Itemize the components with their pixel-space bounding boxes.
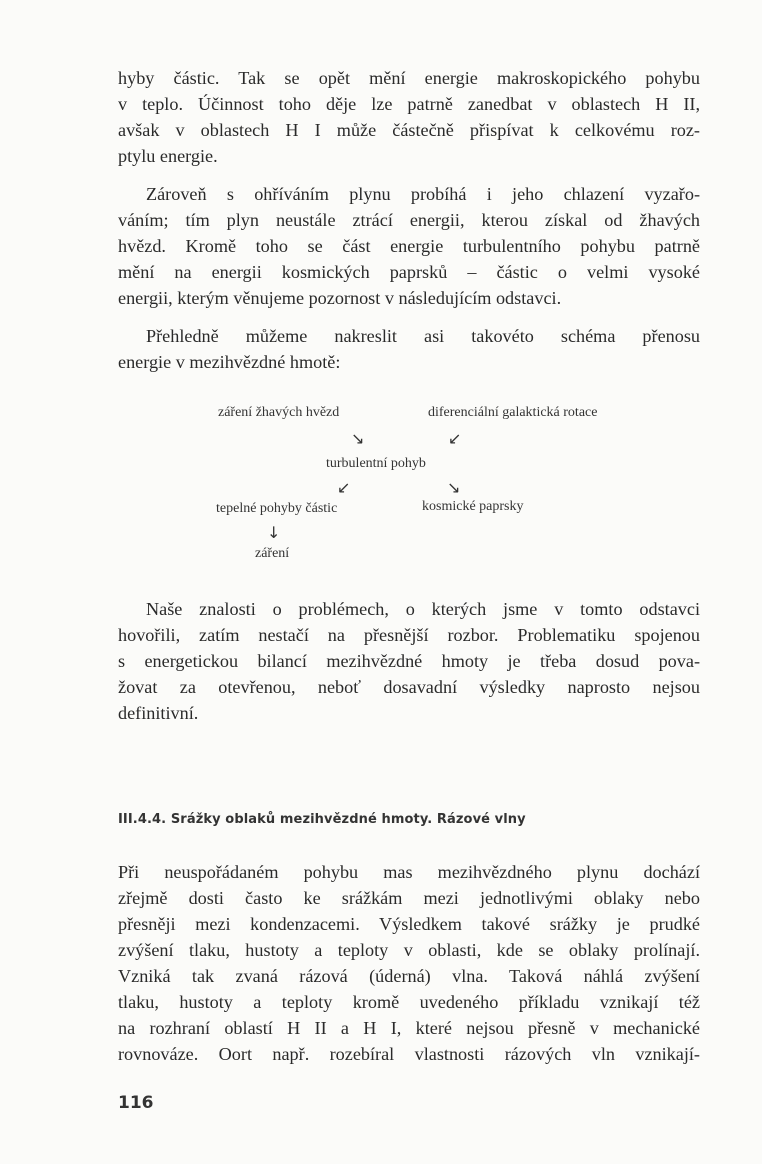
text-line: energie v mezihvězdné hmotě: xyxy=(118,352,341,372)
text-line: Naše znalosti o problémech, o kterých jsme v tomto odstavci xyxy=(146,599,700,619)
text-line: v teplo. Účinnost toho děje lze patrně zanedbat v oblastech H II, xyxy=(118,94,700,114)
text-line: žovat za otevřenou, neboť dosavadní výsledky naprosto nejsou xyxy=(118,677,700,697)
diagram-result-left: tepelné pohyby částic xyxy=(216,501,338,516)
text-line: s energetickou bilancí mezihvězdné hmoty je třeba dosud pova- xyxy=(118,651,700,671)
section-heading: III.4.4. Srážky oblaků mezihvězdné hmoty. Rázové vlny xyxy=(118,812,526,827)
text-line: hvězd. Kromě toho se část energie turbulentního pohybu patrně xyxy=(118,236,700,256)
text-line: Zároveň s ohříváním plynu probíhá i jeho chlazení vyzařo- xyxy=(146,184,700,204)
text-line: váním; tím plyn neustále ztrácí energii, kterou získal od žhavých xyxy=(118,210,700,230)
text-line: avšak v oblastech H I může částečně přispívat k celkovému roz- xyxy=(118,120,700,140)
text-line: Přehledně můžeme nakreslit asi takovéto schéma přenosu xyxy=(146,326,700,346)
diagram-source-right: diferenciální galaktická rotace xyxy=(428,405,598,420)
arrow-down-right-icon: ↘ xyxy=(351,429,365,448)
text-line: definitivní. xyxy=(118,703,199,723)
text-line: hovořili, zatím nestačí na přesnější rozbor. Problematiku spojenou xyxy=(118,625,700,645)
arrow-down-icon: ↓ xyxy=(267,523,281,542)
diagram-result-right: kosmické paprsky xyxy=(422,499,524,514)
text-line: Vzniká tak zvaná rázová (úderná) vlna. Taková náhlá zvýšení xyxy=(118,966,700,986)
diagram-final: záření xyxy=(255,546,290,561)
text-line: mění na energii kosmických paprsků – částic o velmi vysoké xyxy=(118,262,700,282)
arrow-down-right-icon: ↘ xyxy=(447,478,461,497)
text-line: zvýšení tlaku, hustoty a teploty v oblasti, kde se oblaky prolínají. xyxy=(118,940,700,960)
diagram-source-left: záření žhavých hvězd xyxy=(218,405,340,420)
arrow-down-left-icon: ↙ xyxy=(337,478,351,497)
text-line: Při neuspořádaném pohybu mas mezihvězdného plynu dochází xyxy=(118,862,700,882)
page-number: 116 xyxy=(118,1093,154,1113)
text-line: rovnováze. Oort např. rozebíral vlastnosti rázových vln vznikají- xyxy=(118,1044,700,1064)
text-line: ptylu energie. xyxy=(118,146,218,166)
text-line: přesněji mezi kondenzacemi. Výsledkem takové srážky je prudké xyxy=(118,914,700,934)
text-line: zřejmě dosti často ke srážkám mezi jednotlivými oblaky nebo xyxy=(118,888,700,908)
text-line: hyby částic. Tak se opět mění energie makroskopického pohybu xyxy=(118,68,700,88)
diagram-center: turbulentní pohyb xyxy=(326,456,426,471)
text-line: tlaku, hustoty a teploty kromě uvedeného příkladu vznikají též xyxy=(118,992,700,1012)
text-line: na rozhraní oblastí H II a H I, které nejsou přesně v mechanické xyxy=(118,1018,700,1038)
text-line: energii, kterým věnujeme pozornost v následujícím odstavci. xyxy=(118,288,562,308)
arrow-down-left-icon: ↙ xyxy=(448,429,462,448)
